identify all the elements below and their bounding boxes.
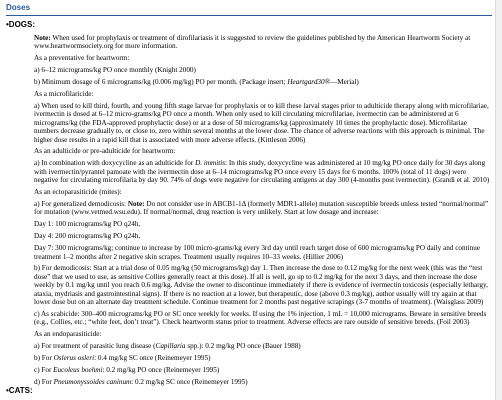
- italic-term: Eucoleus boehmi: [53, 366, 103, 374]
- paragraph-text: d) For: [34, 377, 54, 386]
- paragraph-p19: [34, 378, 490, 386]
- paragraph-p13: [34, 264, 490, 306]
- paragraph-text-tail: —Merial): [330, 78, 359, 87]
- paragraph-p18: [34, 366, 490, 374]
- paragraph-p12: [34, 244, 490, 261]
- paragraph-p17: [34, 354, 490, 362]
- paragraph-p10: [34, 220, 490, 228]
- paragraph-text-tail: : 0.2 mg/kg PO once (Reinemeyer 1995): [102, 366, 220, 374]
- paragraph-text: c) For: [34, 366, 54, 374]
- vertical-scrollbar[interactable]: [495, 0, 502, 400]
- paragraph-text-tail: : 0.2 mg/kg SC once (Reinemeyer 1995): [131, 377, 248, 386]
- paragraph-text: a) In combination with doxycycline as an adulticide for: [34, 159, 196, 168]
- paragraph-text-tail: spp.): 0.2 mg/kg PO once (Bauer 1988): [185, 342, 301, 351]
- paragraph-text: b) For demodicosis: Start at a trial dose of 0.05 mg/kg (50 micrograms/kg) day 1. Then increase the dose to 0.12 mg/kg for the next week (this was the “test dose” that we used to use, as sensitive Collies generally react at this dose). If all is well, go up to 0.2 mg/kg for the next 3 days, and then increase the dose weekly by 0.1 mg/kg until you reach 0.6 mg/kg. Advise the owner to discontinue immediately if there is evidence of ivermectin toxicosis (especially lethargy, ataxia, mydriasis and gastrointestinal signs). If there is no reaction at a lower, but therapeutic, dose (above 0.3 mg/kg), author usually will try again at that lower dose but on an alternate day treatment schedule. Continue treatment for 2 months past negative scrapings (3-7 months of treatment). (Waisglass 2009): [34, 264, 488, 307]
- paragraph-text-tail: : In this study, doxycycline was administered at 10 mg/kg PO once daily for 30 days along with ivermectin/pyrantel pamoate with the ivermectin dose at 6–14 micrograms/kg PO once every 15 days for 6 months. 100% (total of 11 dogs) were negative for circulating microfilaria by day 90. 74% of dogs were negative for circulating antigens at day 300 (4-months post ivermectin). (Grandi et al. 2010): [34, 159, 490, 185]
- paragraph-p9: [34, 200, 490, 217]
- paragraph-p7: [34, 159, 490, 184]
- dogs-content: [34, 34, 490, 390]
- paragraph-text-tail: Do not consider use in ABCB1-1Δ (formerly MDR1-allele) mutation susceptible breeds unless tested “normal/normal” for mutation (www.vetmed.wsu.edu). If normal/normal, drug reaction is very unlikely. Start at low dosage and increase:: [34, 200, 489, 217]
- paragraph-p15: [34, 330, 490, 338]
- section-heading-doses: Doses: [6, 3, 31, 12]
- paragraph-text: As a microfilaricide:: [34, 90, 94, 99]
- italic-term: Pneumonyssoides caninum: [53, 377, 132, 386]
- paragraph-text: a) 6–12 micrograms/kg PO once monthly (Knight 2000): [34, 66, 196, 75]
- paragraph-text: c) As scabicide: 300–400 micrograms/kg PO or SC once weekly for weeks. If using the 1% injection, 1 mL = 10,000 micrograms. Beware in sensitive breeds (e.g., Collies, etc.; “white feet, don’t treat”). Check heartworm status prior to treatment. Adverse effects are rare outside of sensitive breeds. (Foil 2003): [34, 309, 487, 327]
- paragraph-p4: [34, 90, 490, 98]
- italic-term: Heartgard30®: [287, 78, 331, 87]
- paragraph-p11: [34, 232, 490, 240]
- paragraph-p5: [34, 102, 490, 144]
- italic-term: Oslerus osleri: [53, 354, 95, 363]
- paragraph-text: a) When used to kill third, fourth, and young fifth stage larvae for prophylaxis or to kill these larval stages prior to adulticide therapy along with microfilariae, ivermectin is dosed at 6–12 micro-grams/kg PO once a month. When only used to kill circulating microfilariae, ivermectin can be administered at 6 micrograms/kg (the FDA-approved prophylactic dose) or at a dose of 50 micrograms/kg (approximately 10 times the prophylactic dose). Microfilariae numbers decrease gradually to, or close to, zero within several months at the lower dose. The chance of adverse reactions with this approach is minimal. The higher dose results in a rapid kill that is associated with more adverse effects. (Kittleson 2006): [34, 101, 489, 144]
- paragraph-text: a) For generalized demodicosis:: [34, 200, 128, 208]
- italic-term: Capillaria: [155, 342, 186, 351]
- paragraph-text-tail: : 0.4 mg/kg SC once (Reinemeyer 1995): [94, 354, 211, 363]
- paragraph-text: When used for prophylaxis or treatment of dirofilariasis it is suggested to review the guidelines published by the American Heartworm Society at www.heartwormsociety.org for more information.: [34, 34, 471, 51]
- paragraph-p16: [34, 342, 490, 350]
- paragraph-text: b) For: [34, 354, 54, 363]
- paragraph-text: As an endoparasiticide:: [34, 330, 102, 339]
- paragraph-p2: [34, 66, 490, 74]
- paragraph-text: a) For treatment of parasitic lung disease (: [34, 342, 156, 351]
- paragraph-text: Day 4: 200 micrograms/kg PO q24h,: [34, 232, 141, 241]
- paragraph-p1: [34, 54, 490, 62]
- bold-note: Note:: [127, 200, 145, 208]
- paragraph-p14: [34, 310, 490, 327]
- paragraph-text: Day 1: 100 micrograms/kg PO q24h,: [34, 220, 141, 229]
- cats-label: •CATS:: [6, 386, 33, 395]
- paragraph-text: b) Minimum dosage of 6 micrograms/kg (0.006 mg/kg) PO per month. (Package insert;: [34, 78, 288, 87]
- dogs-label: •DOGS:: [6, 20, 36, 29]
- paragraph-p3: [34, 78, 490, 86]
- heading-divider: [6, 15, 492, 16]
- paragraph-text: As an adulticide or pre-adulticide for heartworm:: [34, 147, 176, 156]
- paragraph-text: As an ectoparasiticide (mites):: [34, 188, 122, 197]
- paragraph-note: [34, 34, 490, 51]
- paragraph-text: Day 7: 300 micrograms/kg; continue to increase by 100 micro-grams/kg every 3rd day until reach target dose of 600 micrograms/kg PO daily and continue treatment 1–2 months after 2 negative skin scrapes. Treatment usually requires 10–33 weeks. (Hillier 2006): [34, 244, 480, 261]
- paragraph-text: As a preventative for heartworm:: [34, 54, 130, 63]
- paragraph-p8: [34, 188, 490, 196]
- italic-term: D. immitis: [195, 159, 226, 168]
- paragraph-p6: [34, 147, 490, 155]
- note-label: Note:: [34, 34, 51, 42]
